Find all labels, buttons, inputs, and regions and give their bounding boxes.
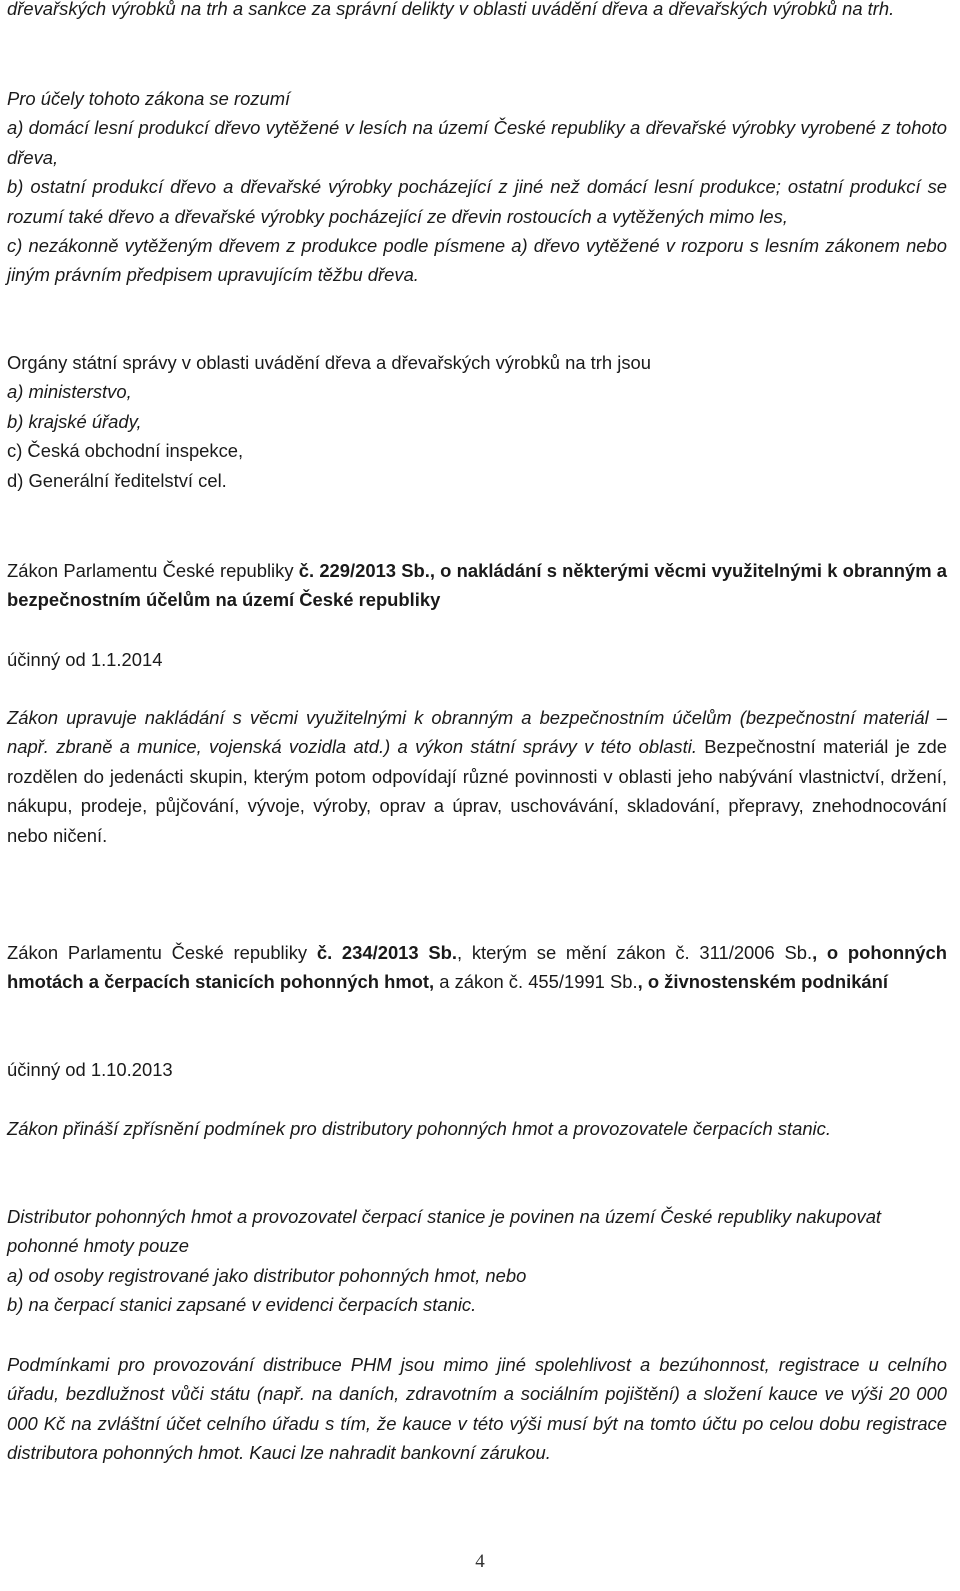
definitions-paragraph [7, 84, 947, 290]
law-234-effective-date: účinný od 1.10.2013 [7, 1059, 173, 1080]
intro-paragraph: dřevařských výrobků na trh a sankce za správní delikty v oblasti uvádění dřeva a dřevařských výrobků na trh. [7, 0, 895, 19]
authorities-paragraph [7, 348, 947, 495]
law-234-heading [7, 938, 947, 997]
obligation-a: a) od osoby registrované jako distributor pohonných hmot, nebo [7, 1264, 527, 1286]
law-229-prefix: Zákon Parlamentu České republiky [7, 560, 299, 581]
authorities-lead: Orgány státní správy v oblasti uvádění dřeva a dřevařských výrobků na trh jsou [7, 352, 651, 373]
definition-a: a) domácí lesní produkcí dřevo vytěžené v lesích na území České republiky a dřevařské výrobky vyrobené z tohoto dřeva, [7, 117, 947, 168]
definition-c: c) nezákonně vytěženým dřevem z produkce podle písmene a) dřevo vytěžené v rozporu s lesním zákonem nebo jiným právním předpisem upravujícím těžbu dřeva. [7, 235, 947, 286]
authority-d: d) Generální ředitelství cel. [7, 469, 227, 491]
page-number: 4 [475, 1551, 485, 1572]
law-234-description: Zákon přináší zpřísnění podmínek pro distributory pohonných hmot a provozovatele čerpacích stanic. [7, 1118, 831, 1139]
obligation-b: b) na čerpací stanici zapsané v evidenci čerpacích stanic. [7, 1294, 477, 1316]
definition-b: b) ostatní produkcí dřevo a dřevařské výrobky pocházející z jiné než domácí lesní produkce; ostatní produkcí se rozumí také dřevo a dřevařské výrobky pocházející ze dřevin rostoucích a vytěžených mimo les, [7, 176, 947, 227]
law-234-fuel-act: , o pohonných hmotách a čerpacích stanicích pohonných hmot, [7, 942, 947, 993]
law-234-amends: , kterým se mění zákon č. 311/2006 Sb. [456, 942, 813, 963]
law-234-conditions: Podmínkami pro provozování distribuce PHM jsou mimo jiné spolehlivost a bezúhonnost, registrace u celního úřadu, bezdlužnost vůči státu (např. na daních, zdravotním a sociálním pojištění) a složení kauce ve výši 20 000 000 Kč na zvláštní účet celního úřadu s tím, že kauce v této výši musí být na tomto účtu po celou dobu registrace distributora pohonných hmot. Kauci lze nahradit bankovní zárukou. [7, 1354, 947, 1464]
obligations-lead: Distributor pohonných hmot a provozovatel čerpací stanice je povinen na území České republiky nakupovat pohonné hmoty pouze [7, 1206, 882, 1257]
definitions-lead: Pro účely tohoto zákona se rozumí [7, 88, 291, 109]
law-234-prefix: Zákon Parlamentu České republiky [7, 942, 317, 963]
law-234-amends-2: a zákon č. 455/1991 Sb. [434, 971, 638, 993]
law-234-number: č. 234/2013 Sb. [316, 942, 457, 963]
law-229-heading [7, 556, 947, 615]
authority-a: a) ministerstvo, [7, 381, 132, 403]
law-229-effective-date: účinný od 1.1.2014 [7, 649, 163, 670]
law-234-obligations [7, 1202, 947, 1320]
law-229-desc-italic: Zákon upravuje nakládání s věcmi využitelnými k obranným a bezpečnostním účelům (bezpečnostní materiál – např. zbraně a munice, vojenská vozidla atd.) a výkon státní správy v této oblasti. [7, 707, 947, 758]
law-234-trade-act: , o živnostenském podnikání [637, 971, 888, 993]
law-229-description [7, 703, 947, 850]
authority-c: c) Česká obchodní inspekce, [7, 440, 244, 462]
law-229-number: č. 229/2013 Sb. [298, 560, 430, 581]
law-229-desc-normal: Bezpečnostní materiál je zde rozdělen do jedenácti skupin, kterým potom odpovídají různé povinnosti v oblasti jeho nabývání vlastnictví, držení, nákupu, prodeje, půjčování, vývoje, výroby, oprav a úprav, uschovávání, skladování, přepravy, znehodnocování nebo ničení. [7, 736, 947, 846]
law-229-title: , o nakládání s některými věcmi využitelnými k obranným a bezpečnostním účelům na území České republiky [7, 560, 947, 611]
authority-b: b) krajské úřady, [7, 410, 142, 432]
